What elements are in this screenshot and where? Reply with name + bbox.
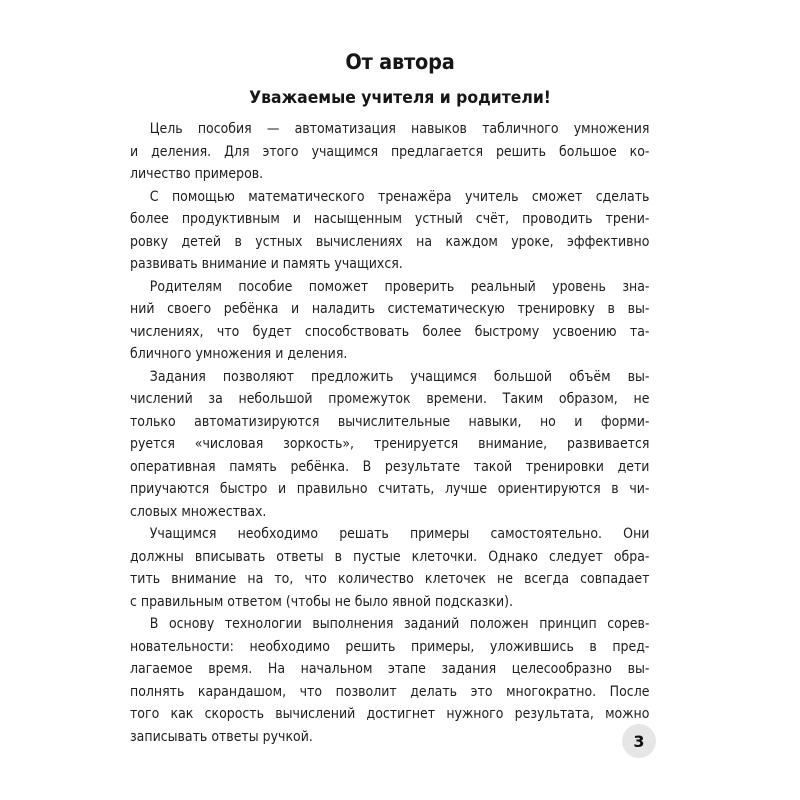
text-line: числений за небольшой промежуток времени. Таким образом, не bbox=[130, 390, 650, 407]
text-line: ний своего ребёнка и наладить систематическую тренировку в вы- bbox=[130, 300, 650, 317]
text-line: записывать ответы ручкой. bbox=[130, 727, 313, 745]
text-line: развивать внимание и память учащихся. bbox=[130, 255, 403, 272]
text-line: того как скорость вычислений достигнет нужного результата, можно bbox=[130, 705, 650, 722]
page-subtitle: Уважаемые учителя и родители! bbox=[249, 88, 551, 108]
text-line: оперативная память ребёнка. В результате такой тренировки дети bbox=[130, 457, 650, 475]
paragraph-3 bbox=[130, 276, 650, 366]
text-line: руется «числовая зоркость», тренируется внимание, развивается bbox=[130, 435, 650, 452]
text-line: приучаются быстро и правильно считать, лучше ориентируются в чи- bbox=[130, 480, 650, 497]
text-line: Задания позволяют предложить учащимся большой объём вы- bbox=[149, 367, 650, 385]
paragraph-5 bbox=[130, 523, 650, 613]
text-line: полнять карандашом, что позволит делать это многократно. После bbox=[130, 682, 650, 700]
text-line: только автоматизируются вычислительные навыки, но и форми- bbox=[130, 412, 650, 430]
paragraph-4 bbox=[130, 366, 650, 524]
text-line: словых множествах. bbox=[130, 502, 267, 520]
text-line: ровку детей в устных вычислениях на каждом уроке, эффективно bbox=[130, 232, 650, 250]
text-line: и деления. Для этого учащимся предлагается решить большое ко- bbox=[130, 142, 650, 160]
text-line: Учащимся необходимо решать примеры самостоятельно. Они bbox=[149, 525, 650, 542]
text-line: Родителям пособие поможет проверить реальный уровень зна- bbox=[149, 277, 650, 295]
text-line: должны вписывать ответы в пустые клеточки. Однако следует обра- bbox=[130, 547, 650, 565]
text-line: С помощью математического тренажёра учитель сможет сделать bbox=[149, 187, 650, 205]
text-line: тить внимание на то, что количество клеточек не всегда совпадает bbox=[130, 570, 650, 587]
page-number-badge bbox=[622, 724, 656, 758]
body-text bbox=[130, 118, 650, 748]
text-line: новательности: необходимо решить примеры, уложившись в пред- bbox=[130, 637, 650, 655]
text-line: Цель пособия — автоматизация навыков табличного умножения bbox=[149, 120, 650, 137]
text-line: с правильным ответом (чтобы не было явной подсказки). bbox=[130, 592, 514, 610]
page-title: От автора bbox=[345, 50, 455, 74]
paragraph-2 bbox=[130, 186, 650, 276]
text-line: числениях, что будет способствовать более быстрому усвоению та- bbox=[130, 322, 650, 340]
text-line: более продуктивным и насыщенным устный счёт, проводить трени- bbox=[130, 210, 650, 227]
paragraph-6 bbox=[130, 613, 650, 748]
text-line: бличного умножения и деления. bbox=[130, 345, 348, 362]
text-line: В основу технологии выполнения заданий положен принцип сорев- bbox=[149, 615, 650, 632]
page-number: 3 bbox=[633, 731, 645, 751]
text-line: личество примеров. bbox=[130, 165, 264, 182]
paragraph-1 bbox=[130, 118, 650, 186]
text-line: лагаемое время. На начальном этапе задания целесообразно вы- bbox=[130, 660, 650, 677]
